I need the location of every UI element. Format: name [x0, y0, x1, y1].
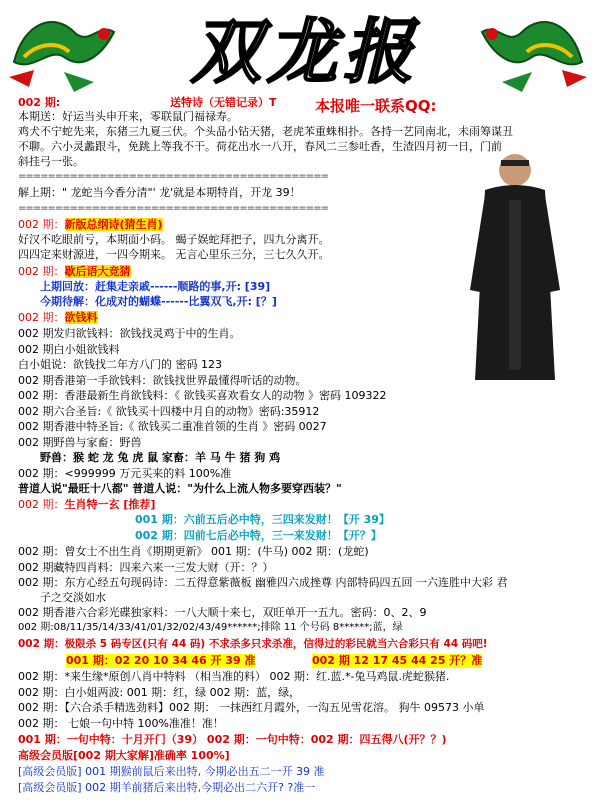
text-line: 002 期：<999999 万元买来的料 100%准 — [18, 467, 232, 480]
text-line: 上期回放：赶集走亲戚------顺路的事,开: [39] — [40, 280, 271, 293]
text-line: 002 期：极限杀 5 码专区(只有 44 码) 不求杀多只求杀准，信得过的彩民就当六合彩只有 44 码吧! — [18, 638, 488, 650]
text-line: 002 期：东方心经五句现码诗：二五得意紫薇板 幽雅四六成挫尊 内部特码四五回 一六连胜中大彩 君 — [18, 576, 508, 589]
text-line: 002 期：*来生缘*原创八肖中特料 （相当准的料） 002 期：红.蓝.*-兔马鸡鼠.虎蛇猴猪. — [18, 670, 450, 683]
section-title: 欲钱料 — [64, 311, 98, 324]
text-line: 002 期：白小姐两波: 001 期：红，绿 002 期：蓝，绿， — [18, 686, 301, 699]
poem-title: 送特诗（无错记录）T — [170, 96, 277, 109]
numbers-box: 001 期：02 20 10 34 46 开 39 准 — [66, 654, 256, 667]
period-label: 002 期： — [18, 498, 65, 511]
text-line: 斜挂弓一张。 — [18, 155, 84, 168]
text-line: 002 期香港中特圣旨:《 欲钱买二重准首领的生肖 》密码 0027 — [18, 420, 327, 433]
text-line: 普道人说"最旺十八都" 普道人说："为什么上流人物多要穿西装？" — [18, 482, 342, 495]
dragon-right-image — [474, 2, 592, 94]
text-line: 鸡犬不宁蛇先来，东猪三九夏三伏。个头品小钻天猪，老虎苯重蛛相扑。各持一艺同南北，未雨筹谋丑 — [18, 125, 513, 138]
text-line: 002 期： 七娘一句中特 100%准准！准！ — [18, 717, 224, 730]
text-line: 002 期：四前七后必中特，三一来发财！【开？】 — [135, 529, 382, 542]
text-line: 002 期白小姐欲钱料 — [18, 343, 120, 356]
text-line: 四四定来财源进，一四今期来。 无言心里乐三分，三七久久开。 — [18, 248, 330, 261]
divider: ========================================== — [18, 171, 328, 182]
text-line: [高级会员版] 002 期羊前猪后来出特,今期必出二六开? ?准一 — [18, 781, 316, 794]
section-title: 生肖特一玄 [推荐] — [64, 498, 156, 511]
text-line: 002 期藏特四肖料：四来六来一三发大财（开：？） — [18, 561, 274, 574]
period-label: 002 期： — [18, 265, 65, 278]
text-line: 本期送：好运当头申开来，零联鼠门福禄寿。 — [18, 110, 238, 123]
dragon-left-image — [4, 2, 122, 94]
text-line: 002 期野兽与家畜：野兽 — [18, 436, 142, 449]
text-line: 002 期：【六合杀手精选劲料】002 期： 一抹西红月霞外，一沟五见雪花溶。 狗牛 09573 小单 — [18, 701, 485, 714]
section-title: 新版总纲诗(猜生肖) — [64, 218, 163, 231]
text-line: 001 期：一句中特：十月开门（39） 002 期：一句中特：002 期：四五得八(开？？) — [18, 733, 447, 746]
text-line: 002 期六合圣旨:《 欲钱买十四楼中月自的动物》密码:35912 — [18, 405, 320, 418]
period-label: 002 期: — [18, 96, 61, 109]
text-line: 002 期:08/11/35/14/33/41/01/32/02/43/49******;排除 11 个号码 8******;蓝，绿 — [18, 622, 403, 633]
text-line: 白小姐说：欲钱找二年方八门的 密码 123 — [18, 358, 222, 371]
text-line: 解上期：" 龙蛇当今香分清"' 龙'就是本期特肖，开龙 39！ — [18, 186, 301, 199]
text-line: [高级会员版] 001 期猴前鼠后来出特, 今期必出五二一开 39 准 — [18, 765, 325, 778]
period-label: 002 期： — [18, 311, 65, 324]
text-line: 002 期：曾女士不出生肖《期期更新》 001 期：(牛马) 002 期：(龙蛇) — [18, 545, 369, 558]
period-label: 002 期： — [18, 218, 65, 231]
text-line: 不聊。六小灵蠡跟斗，免跳上等我不干。荷花出水一八开，春风二三参吐香，生渣四月初一日，门前 — [18, 140, 502, 153]
text-line: 002 期发归欲钱料：欲钱找灵鸡于中的生肖。 — [18, 327, 241, 340]
divider: ========================================== — [18, 203, 328, 214]
section-title: 歇后语大竞猜 — [64, 265, 131, 278]
text-line: 高级会员版[002 期大家解]准确率 100%] — [18, 749, 230, 762]
numbers-box: 002 期 12 17 45 44 25 开？准 — [312, 654, 483, 667]
contact-title: 本报唯一联系QQ: — [315, 97, 437, 115]
text-line: 002 期：香港最新生肖欲钱料：《 欲钱买喜欢看女人的动物 》密码 109322 — [18, 389, 387, 402]
newspaper-title: 双龙报 — [191, 10, 419, 93]
text-line: 今期待解：化成对的蝴蝶------比翼双飞,开: [？] — [40, 295, 277, 308]
text-line: 001 期：六前五后必中特，三四来发财！【开 39】 — [135, 513, 390, 526]
portrait-image — [455, 140, 570, 390]
text-line: 002 期香港第一手欲钱料：欲钱找世界最懂得听话的动物。 — [18, 374, 307, 387]
text-line: 野兽：猴 蛇 龙 兔 虎 鼠 家畜：羊 马 牛 猪 狗 鸡 — [40, 451, 281, 464]
text-line: 002 期香港六合彩光碟独家料：一八大顺十来七，双旺单开一五九。密码：0、2、9 — [18, 606, 427, 619]
text-line: 好汉不吃眼前亏，本期面小码。 蝎子娱蛇拜把子，四九分离开。 — [18, 233, 330, 246]
text-line: 子之交淡如水 — [40, 591, 106, 604]
